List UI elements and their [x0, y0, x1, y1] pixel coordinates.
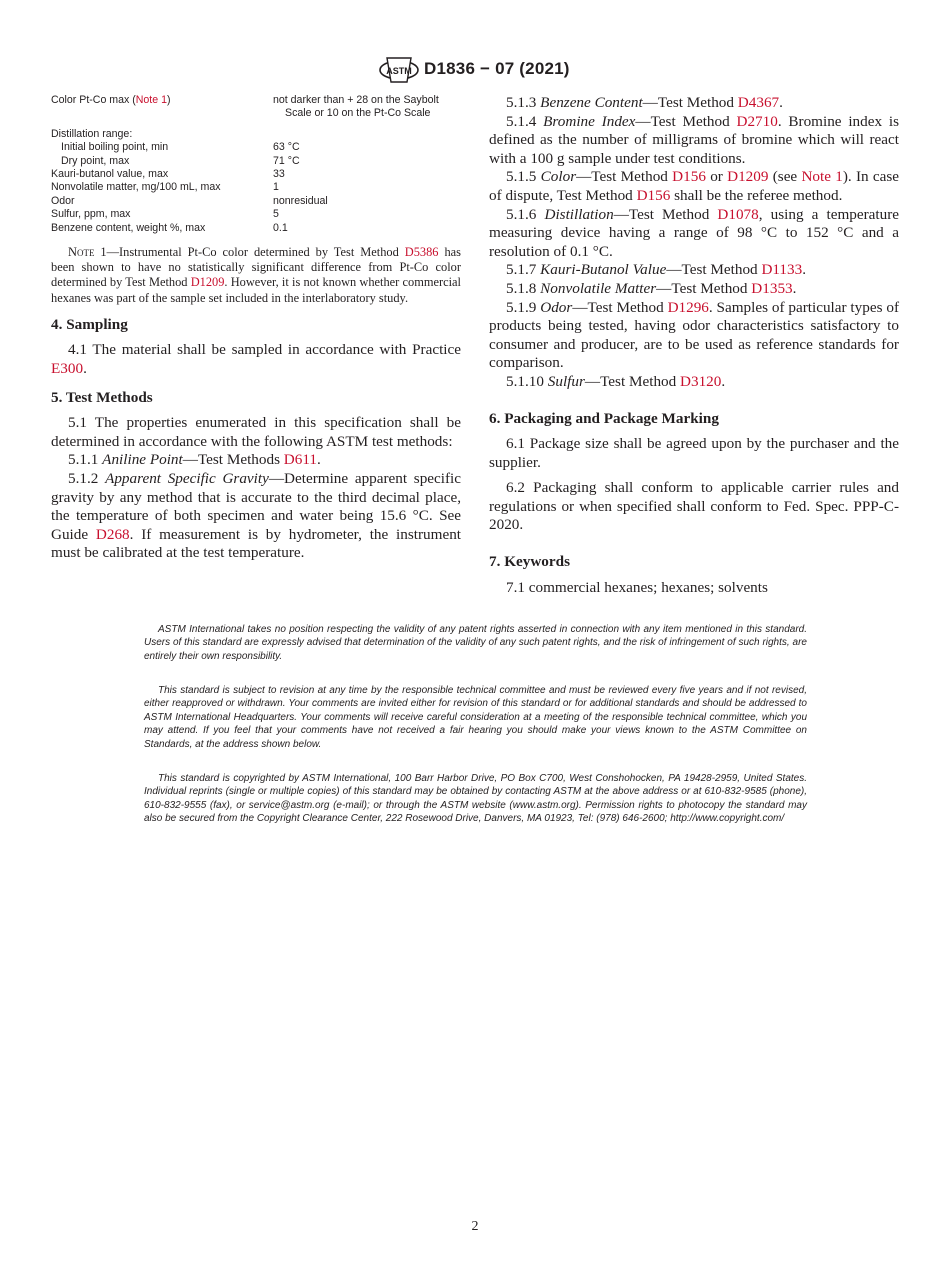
left-column [51, 94, 461, 563]
paragraph-5-1-5: 5.1.5 Color—Test Method D156 or D1209 (see Note 1). In case of dispute, Test Method D156 shall be the referee method. [489, 168, 900, 204]
table-row [51, 128, 461, 141]
table-cell-value: 71 °C [273, 154, 300, 167]
paragraph-5-1-4: 5.1.4 Bromine Index—Test Method D2710. Bromine index is defined as the number of milligrams of bromine which will react with a 100 g sample under test conditions. [489, 112, 899, 167]
section-7-heading: 7. Keywords [489, 553, 570, 571]
table-row [51, 208, 461, 221]
table-cell-value: 0.1 [273, 221, 288, 234]
paragraph-5-1-6: 5.1.6 Distillation—Test Method D1078, using a temperature measuring device having a range of 98 °C to 152 °C and a resolution of 0.1 °C. [489, 205, 900, 260]
d1078-link[interactable]: D1078 [717, 205, 759, 223]
table-row [51, 168, 461, 181]
svg-text:ASTM: ASTM [386, 66, 412, 76]
paragraph-5-1-1: 5.1.1 Aniline Point—Test Methods D611. [68, 451, 321, 469]
table-cell-value: 1 [273, 181, 279, 194]
table-cell-label: Nonvolatile matter, mg/100 mL, max [51, 181, 221, 194]
d3120-link[interactable]: D3120 [680, 372, 722, 390]
table-cell-value: nonresidual [273, 194, 328, 207]
table-cell-label: Dry point, max [61, 154, 130, 167]
table-row [51, 222, 461, 235]
note-1-link[interactable]: Note 1 [801, 168, 843, 186]
d268-link[interactable]: D268 [95, 525, 130, 543]
table-cell-label: Sulfur, ppm, max [51, 208, 131, 221]
table-cell-value: 63 °C [273, 141, 300, 154]
paragraph-5-1-7: 5.1.7 Kauri-Butanol Value—Test Method D1133. [506, 261, 807, 279]
table-row [51, 94, 461, 121]
e300-link[interactable]: E300 [51, 360, 84, 378]
table-row [51, 195, 461, 208]
table-row [51, 141, 461, 154]
section-6-heading: 6. Packaging and Package Marking [489, 409, 719, 427]
d1296-link[interactable]: D1296 [667, 298, 709, 316]
table-row [51, 181, 461, 194]
paragraph-7-1: 7.1 commercial hexanes; hexanes; solvents [506, 578, 768, 596]
astm-logo-icon [379, 56, 419, 84]
table-cell-label: Odor [51, 194, 75, 207]
d611-link[interactable]: D611 [283, 451, 317, 469]
table-cell-value: not darker than + 28 on the Saybolt Scale or 10 on the Pt-Co Scale [273, 94, 439, 120]
d4367-link[interactable]: D4367 [737, 94, 780, 111]
table-cell-label: Distillation range: [51, 127, 133, 140]
d156-link[interactable]: D156 [672, 168, 706, 186]
table-row [51, 155, 461, 168]
table-cell-label: Initial boiling point, min [61, 141, 169, 154]
copyright-notice: This standard is copyrighted by ASTM International, 100 Barr Harbor Drive, PO Box C700, West Conshohocken, PA 19428-2959, United States. Individual reprints (single or multiple copies) of this standard may be obtained by contacting ASTM at the above address or at 610-832-9585 (phone), 610-832-9555 (fax), or service@astm.org (e-mail); or through the ASTM website (www.astm.org). Permission rights to photocopy the standard may also be secured from the Copyright Clearance Center, 222 Rosewood Drive, Danvers, MA 01923, Tel: (978) 646-2600; http://www.copyright.com/ [144, 773, 807, 825]
section-4-heading: 4. Sampling [51, 315, 128, 333]
d1353-link[interactable]: D1353 [751, 279, 793, 297]
paragraph-5-1-10: 5.1.10 Sulfur—Test Method D3120. [506, 372, 726, 390]
d2710-link[interactable]: D2710 [736, 112, 778, 130]
note-1-link[interactable]: Note 1 [135, 94, 167, 106]
d156-link[interactable]: D156 [636, 186, 671, 204]
table-cell-label: Kauri-butanol value, max [51, 168, 169, 181]
page-number: 2 [471, 1219, 479, 1234]
paragraph-5-1-2: 5.1.2 Apparent Specific Gravity—Determine apparent specific gravity by any method that is accurate to the third decimal place, the temperature of both specimen and water being 15.6 °C. See Guide D268. If measurement is by hydrometer, the instrument must be calibrated at the test temperature. [51, 470, 462, 562]
section-5-heading: 5. Test Methods [51, 388, 153, 406]
d1209-link[interactable]: D1209 [190, 275, 225, 290]
standard-designation: D1836 − 07 (2021) [424, 59, 570, 78]
revision-notice: This standard is subject to revision at any time by the responsible technical committee and must be reviewed every five years and if not revised, either reapproved or withdrawn. Your comments are invited either for revision of this standard or for additional standards and should be addressed to ASTM International Headquarters. Your comments will receive careful consideration at a meeting of the responsible technical committee, which you may attend. If you feel that your comments have not received a fair hearing you should make your views known to the ASTM Committee on Standards, at the address shown below. [144, 685, 807, 750]
paragraph-5-1-3: 5.1.3 Benzene Content—Test Method D4367. [506, 94, 783, 111]
d1133-link[interactable]: D1133 [761, 261, 803, 279]
table-cell-label: Benzene content, weight %, max [51, 221, 206, 234]
paragraph-5-1-8: 5.1.8 Nonvolatile Matter—Test Method D1353. [506, 279, 797, 297]
patent-disclaimer: ASTM International takes no position respecting the validity of any patent rights asserted in connection with any item mentioned in this standard. Users of this standard are expressly advised that determination of the validity of any such patent rights, and the risk of infringement of such rights, are entirely their own responsibility. [144, 624, 807, 662]
d5386-link[interactable]: D5386 [404, 245, 439, 260]
page-header [0, 56, 950, 86]
paragraph-5-1: 5.1 The properties enumerated in this specification shall be determined in accordance with the following ASTM test methods: [51, 414, 461, 450]
paragraph-6-2: 6.2 Packaging shall conform to applicable carrier rules and regulations or when specified shall conform to Fed. Spec. PPP-C-2020. [489, 479, 899, 534]
paragraph-5-1-9: 5.1.9 Odor—Test Method D1296. Samples of particular types of products being tested, having odor characteristics satisfactory to consumer and producer, are to be used as reference standards for comparison. [489, 298, 900, 372]
table-cell-label: Color Pt-Co max (Note 1) [51, 94, 171, 106]
d1209-link[interactable]: D1209 [727, 168, 769, 186]
paragraph-6-1: 6.1 Package size shall be agreed upon by the purchaser and the supplier. [489, 435, 899, 471]
table-cell-value: 33 [273, 168, 285, 181]
requirements-table [51, 94, 461, 235]
note-1: Note 1—Instrumental Pt-Co color determined by Test Method D5386 has been shown to have no statistically significant difference from Pt-Co color determined by Test Method D1209. However, it is not known whether commercial hexanes was part of the sample set included in the interlaboratory study. [51, 245, 461, 305]
right-column [489, 94, 899, 597]
paragraph-4-1: 4.1 The material shall be sampled in accordance with Practice E300. [51, 341, 461, 378]
table-cell-value: 5 [273, 208, 279, 221]
